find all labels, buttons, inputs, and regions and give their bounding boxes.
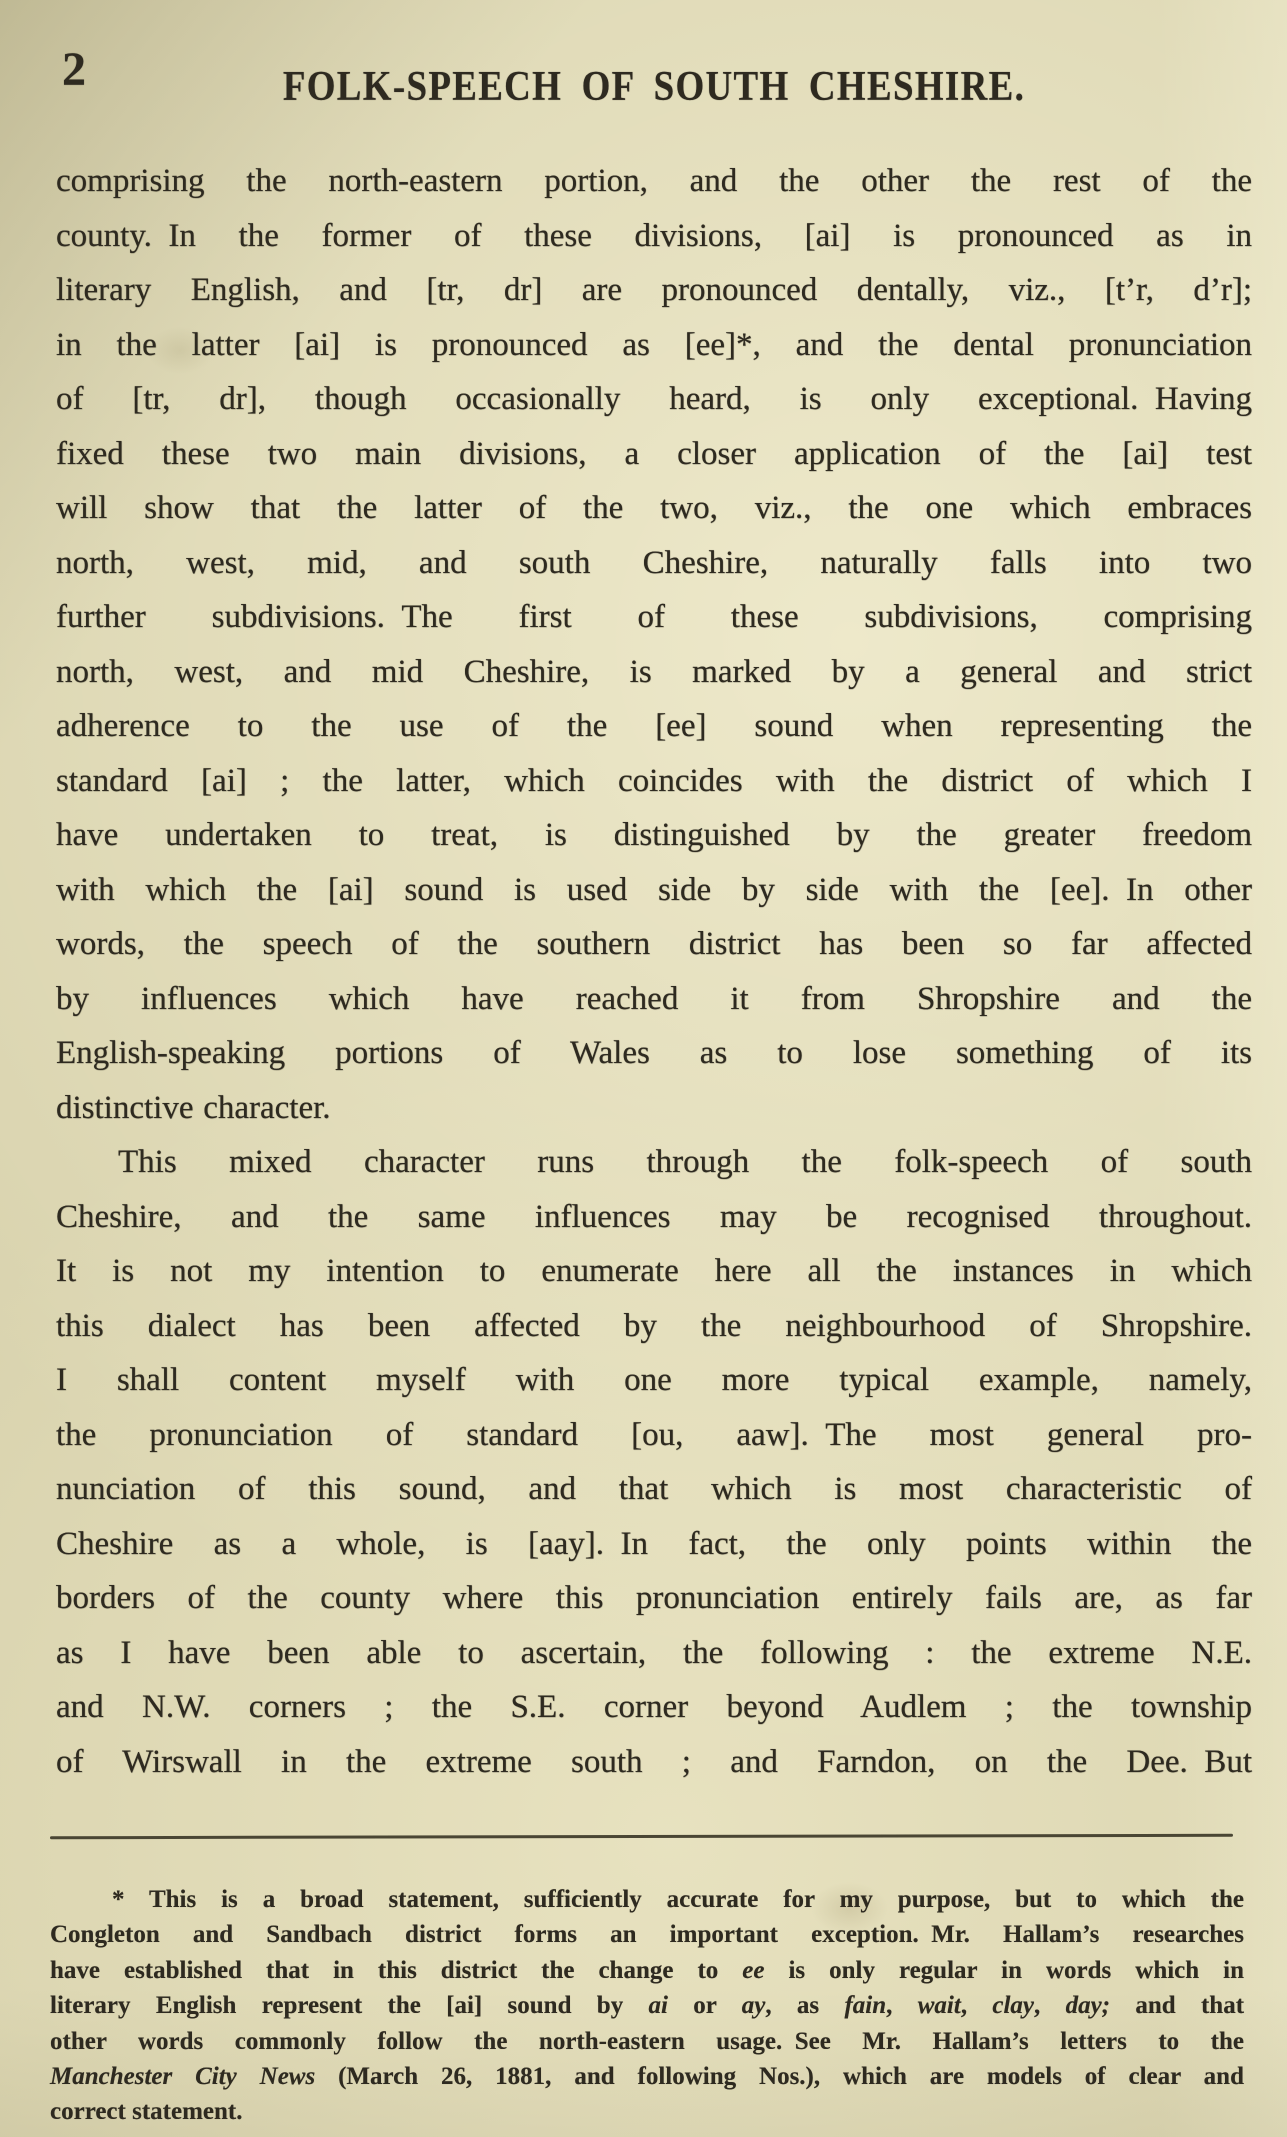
text-line: Cheshire as a whole, is [aay]. In fact, the only points within the — [56, 1525, 1252, 1562]
footnote-text: have established that in this district the change to — [50, 1956, 743, 1984]
footnote-italic-text: day; — [1065, 1992, 1111, 2020]
footnote-text: other words commonly follow the north-eastern usage. See Mr. Hallam’s letters to the — [50, 2027, 1244, 2055]
footnote — [50, 1882, 1244, 2130]
footnote-line — [50, 1917, 1244, 1952]
text-line: the pronunciation of standard [ou, aaw]. The most general pro- — [56, 1416, 1252, 1453]
footnote-line — [50, 2094, 1244, 2129]
text-line: in the latter [ai] is pronounced as [ee]*, and the dental pronunciation — [56, 326, 1252, 363]
text-line: distinctive character. — [56, 1089, 331, 1126]
text-line: of Wirswall in the extreme south ; and Farndon, on the Dee. But — [56, 1743, 1252, 1780]
paragraph — [56, 1135, 1252, 1789]
footnote-line — [50, 1953, 1244, 1988]
footnote-line — [50, 1882, 1244, 1917]
footnote-italic-text: ee — [742, 1956, 765, 1984]
text-line: and N.W. corners ; the S.E. corner beyond Audlem ; the township — [56, 1689, 1252, 1725]
text-line: adherence to the use of the [ee] sound when representing the — [56, 708, 1252, 744]
footnote-line — [50, 2024, 1244, 2059]
text-line: nunciation of this sound, and that which is most characteristic of — [56, 1471, 1252, 1507]
text-line: county. In the former of these divisions, [ai] is pronounced as in — [56, 217, 1252, 254]
text-line: this dialect has been affected by the neighbourhood of Shropshire. — [56, 1307, 1252, 1344]
footnote-text: * This is a broad statement, sufficiently accurate for my purpose, but to which the — [112, 1886, 1244, 1913]
footnote-text: or — [667, 1992, 742, 2020]
text-line: north, west, and mid Cheshire, is marked by a general and strict — [56, 653, 1252, 690]
text-line: with which the [ai] sound is used side by side with the [ee]. In other — [56, 871, 1252, 908]
text-line: I shall content myself with one more typical example, namely, — [56, 1362, 1252, 1398]
text-line: borders of the county where this pronunciation entirely fails are, as far — [56, 1580, 1252, 1616]
footnote-text: correct statement. — [50, 2098, 243, 2126]
text-line: This mixed character runs through the folk-speech of south — [118, 1144, 1252, 1180]
footnote-text: is only regular in words which in — [764, 1956, 1244, 1984]
page-header — [56, 0, 1252, 120]
text-line: fixed these two main divisions, a closer application of the [ai] test — [56, 435, 1252, 472]
footnote-italic-text: wait — [917, 1992, 961, 2020]
footnote-italic-text: Manchester City News — [50, 2062, 316, 2090]
text-line: of [tr, dr], though occasionally heard, is only exceptional. Having — [56, 381, 1252, 417]
footnote-italic-text: fain — [844, 1992, 887, 2020]
footnote-line — [50, 2059, 1244, 2094]
footnote-italic-text: ai — [648, 1992, 668, 2020]
text-line: literary English, and [tr, dr] are pronounced dentally, viz., [t’r, d’r]; — [56, 272, 1252, 308]
text-line: by influences which have reached it from Shropshire and the — [56, 980, 1252, 1017]
footnote-text: and that — [1110, 1992, 1245, 2020]
text-line: further subdivisions. The first of these subdivisions, comprising — [56, 599, 1252, 635]
text-line: north, west, mid, and south Cheshire, naturally falls into two — [56, 544, 1252, 581]
footnote-italic-text: ay — [741, 1992, 766, 2020]
body-text — [56, 154, 1252, 1789]
footnote-italic-text: clay — [992, 1992, 1035, 2020]
footnote-text: , — [1034, 1992, 1066, 2020]
text-line: standard [ai] ; the latter, which coincides with the district of which I — [56, 762, 1252, 799]
footnote-text: , as — [765, 1992, 845, 2020]
running-title: FOLK-SPEECH OF SOUTH CHESHIRE. — [282, 64, 1026, 110]
text-line: as I have been able to ascertain, the following : the extreme N.E. — [56, 1634, 1252, 1671]
footnote-text: , — [960, 1992, 993, 2020]
footnote-text: Congleton and Sandbach district forms an important exception. Mr. Hallam’s researches — [50, 1921, 1244, 1949]
footnote-divider — [50, 1834, 1233, 1839]
text-line: have undertaken to treat, is distinguished by the greater freedom — [56, 817, 1252, 853]
text-line: will show that the latter of the two, viz., the one which embraces — [56, 490, 1252, 526]
text-line: words, the speech of the southern district has been so far affected — [56, 926, 1252, 962]
footnote-line — [50, 1988, 1244, 2023]
footnote-text: , — [886, 1992, 918, 2020]
text-line: It is not my intention to enumerate here all the instances in which — [56, 1253, 1252, 1289]
footnote-text: literary English represent the [ai] sound by — [50, 1992, 649, 2020]
text-line: comprising the north-eastern portion, and the other the rest of the — [56, 163, 1252, 199]
text-line: Cheshire, and the same influences may be recognised throughout. — [56, 1198, 1252, 1235]
footnote-text: (March 26, 1881, and following Nos.), which are models of clear and — [315, 2062, 1244, 2090]
page-number: 2 — [62, 43, 86, 96]
text-line: English-speaking portions of Wales as to lose something of its — [56, 1035, 1252, 1071]
paragraph — [56, 154, 1252, 1135]
